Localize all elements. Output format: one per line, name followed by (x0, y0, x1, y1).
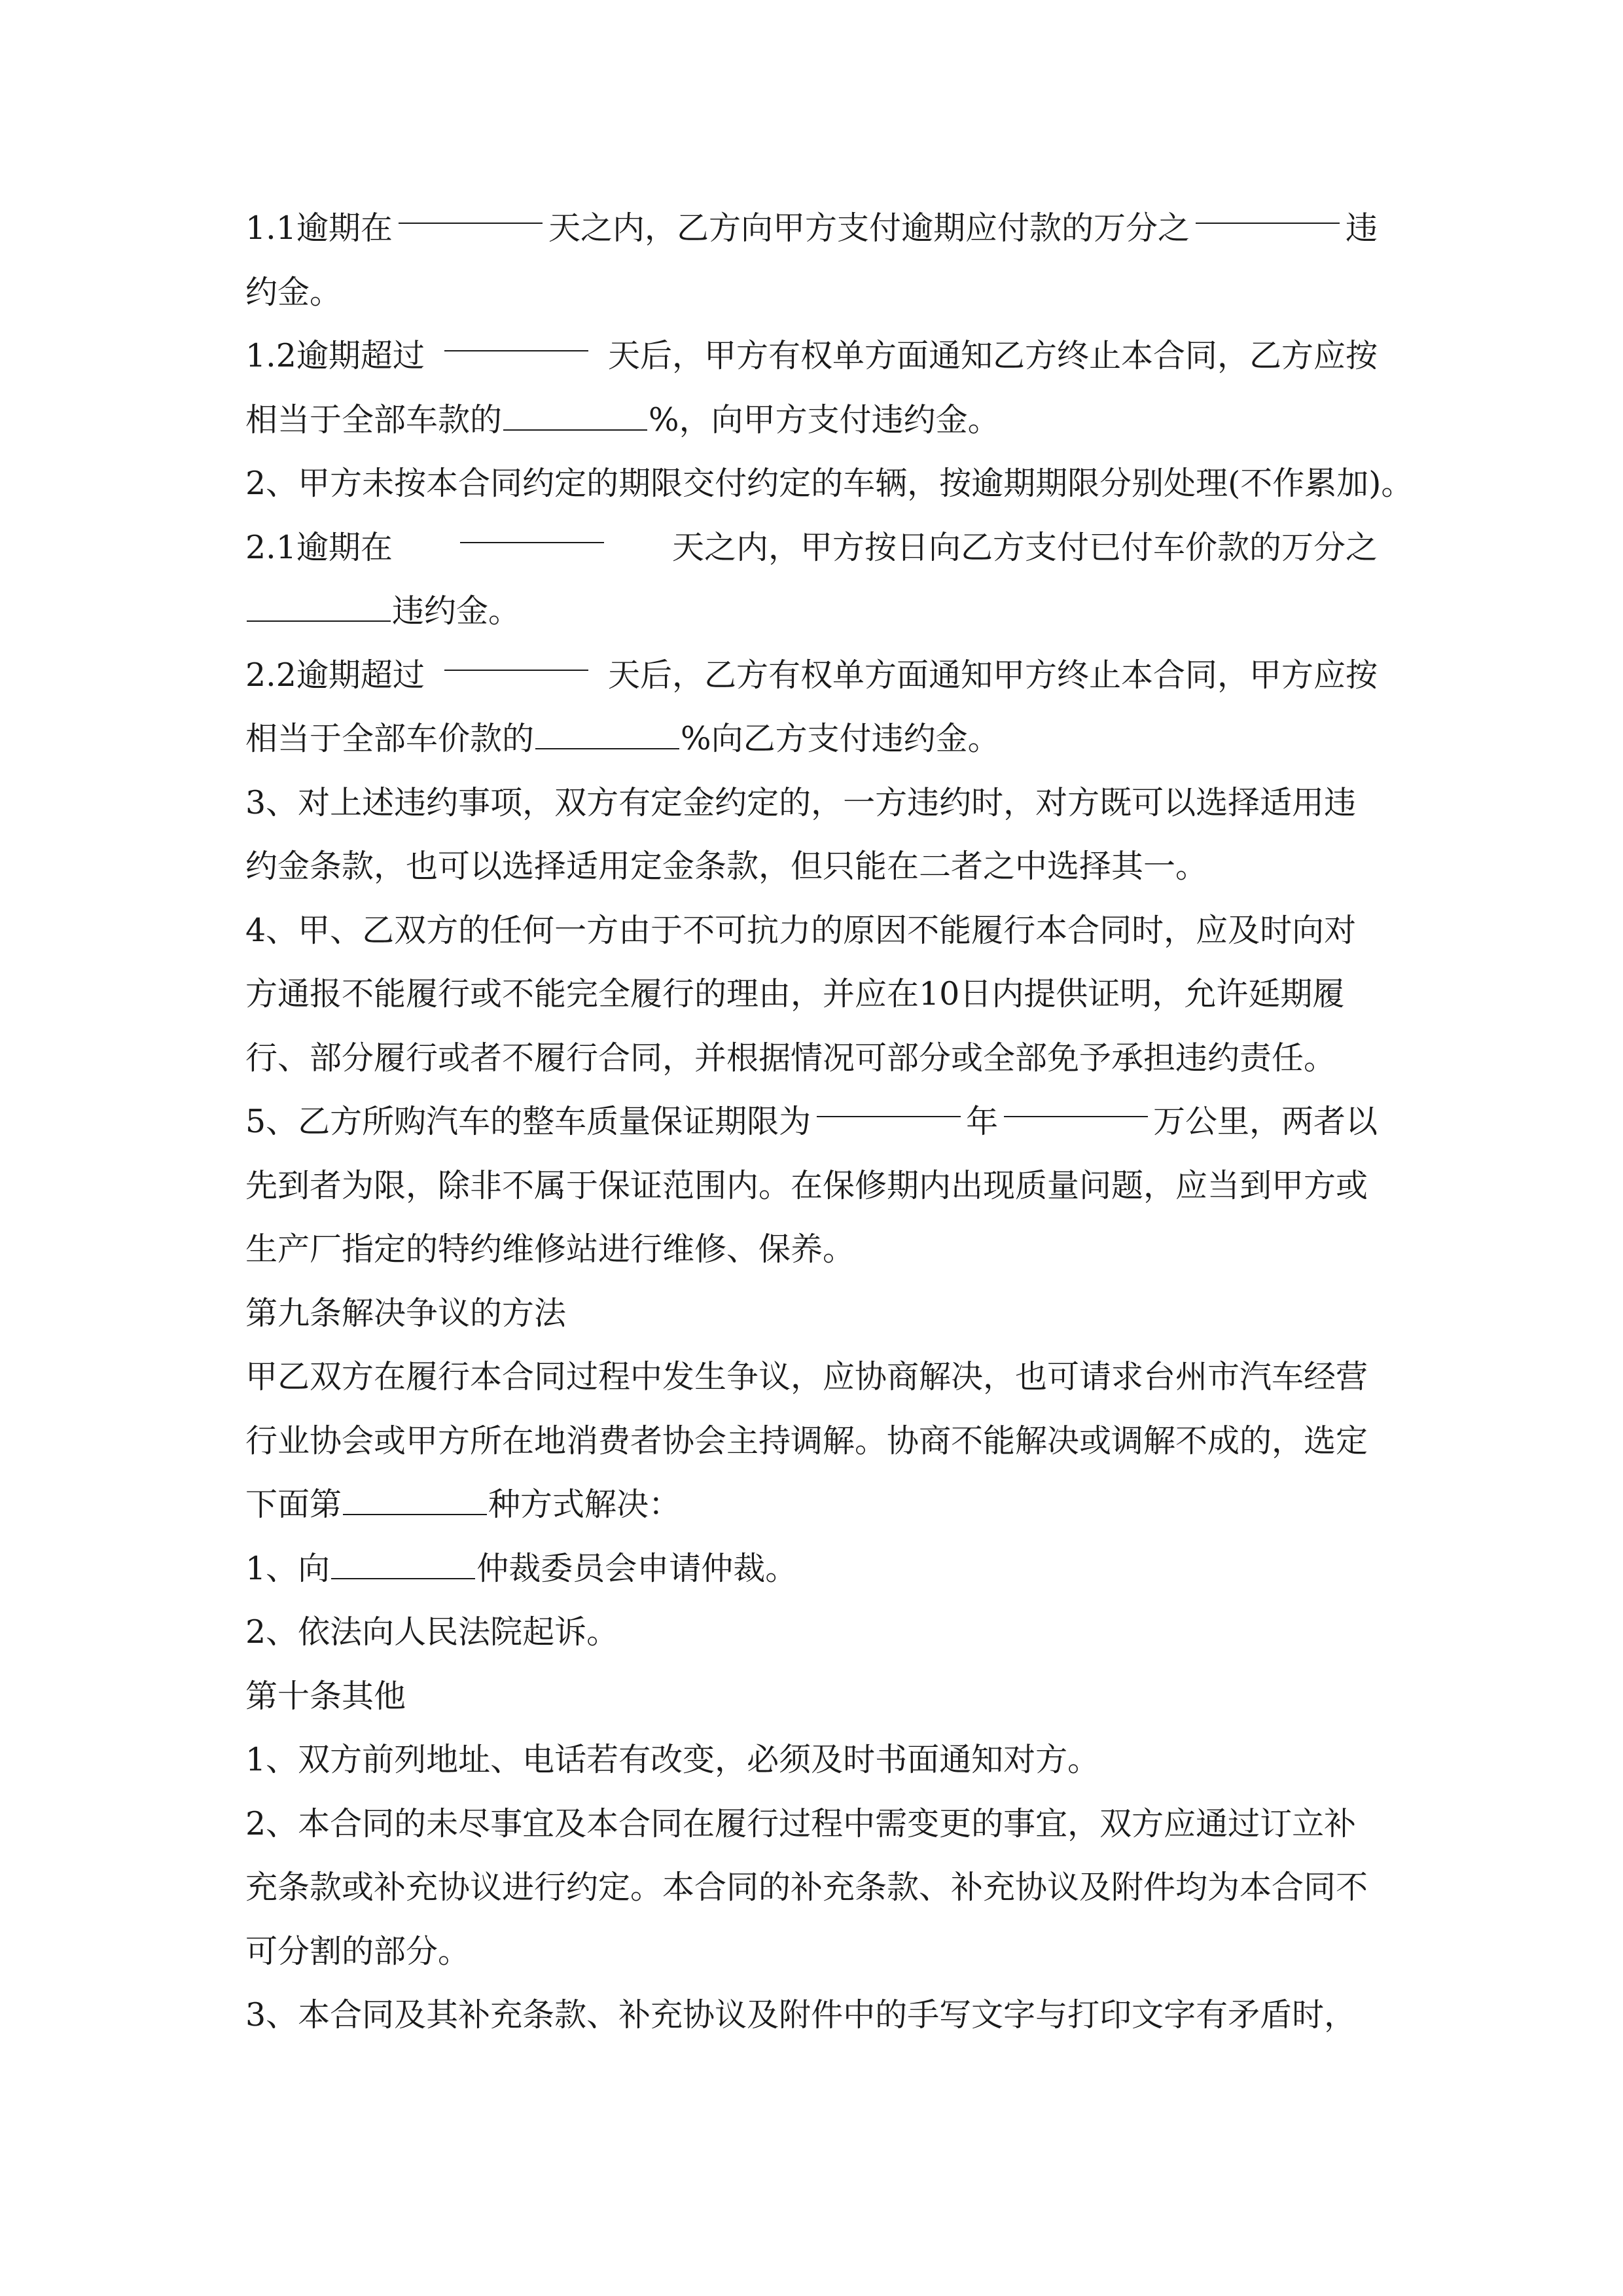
text-segment: 充条款或补充协议进行约定。本合同的补充条款、补充协议及附件均为本合同不 (245, 1869, 1368, 1906)
text-segment: 1、双方前列地址、电话若有改变，必须及时书面通知对方。 (245, 1741, 1100, 1778)
fill-in-blank (343, 1488, 487, 1515)
fill-in-blank (1004, 1090, 1148, 1117)
text-line (245, 1920, 1378, 1984)
fill-in-blank (1196, 196, 1340, 224)
text-segment: 先到者为限，除非不属于保证范围内。在保修期内出现质量问题，应当到甲方或 (245, 1166, 1368, 1204)
text-line (245, 1537, 1378, 1601)
text-segment: 约金条款，也可以选择适用定金条款，但只能在二者之中选择其一。 (245, 848, 1208, 885)
text-line (245, 324, 1378, 388)
text-segment: 违 (1345, 209, 1378, 247)
text-line (245, 962, 1378, 1026)
fill-in-blank (399, 196, 543, 224)
text-segment: 天后，乙方有权单方面通知甲方终止本合同，甲方应按 (607, 656, 1378, 694)
text-line (245, 452, 1414, 516)
text-segment: 2.2逾期超过 (245, 656, 425, 694)
text-segment: %，向甲方支付违约金。 (649, 401, 1000, 439)
text-segment: 3、对上述违约事项，双方有定金约定的，一方违约时，对方既可以选择适用违 (245, 783, 1357, 821)
text-line (245, 1282, 1378, 1346)
fill-in-blank (444, 324, 588, 351)
text-line (245, 1856, 1378, 1920)
fill-in-blank (247, 594, 391, 622)
text-line (245, 388, 1378, 452)
text-line (245, 516, 1378, 580)
text-segment: 1.2逾期超过 (245, 337, 425, 374)
text-line (245, 1345, 1378, 1409)
text-segment: 4、甲、乙双方的任何一方由于不可抗力的原因不能履行本合同时，应及时向对 (245, 911, 1357, 949)
text-line (245, 1409, 1378, 1473)
text-segment: 1.1逾期在 (245, 209, 393, 247)
text-line (245, 899, 1378, 963)
text-line (245, 1600, 1378, 1664)
text-line (245, 1728, 1378, 1792)
text-segment: 2.1逾期在 (245, 528, 393, 566)
fill-in-blank (331, 1552, 475, 1579)
text-line (245, 834, 1378, 899)
text-segment: 种方式解决： (488, 1486, 681, 1523)
text-line (245, 707, 1378, 771)
text-segment: %向乙方支付违约金。 (681, 720, 1000, 757)
fill-in-blank (444, 643, 588, 671)
text-line (245, 643, 1378, 708)
text-segment: 仲裁委员会申请仲裁。 (476, 1549, 798, 1587)
text-segment: 相当于全部车价款的 (245, 720, 535, 757)
fill-in-blank (817, 1090, 961, 1117)
text-segment: 行、部分履行或者不履行合同，并根据情况可部分或全部免予承担违约责任。 (245, 1039, 1336, 1077)
text-segment: 生产厂指定的特约维修站进行维修、保养。 (245, 1230, 855, 1268)
text-segment: 违约金。 (392, 592, 521, 630)
fill-in-blank (535, 722, 679, 749)
text-segment: 第九条解决争议的方法 (245, 1294, 567, 1332)
text-line (245, 1473, 1378, 1537)
text-segment: 2、甲方未按本合同约定的期限交付约定的车辆，按逾期期限分别处理(不作累加)。 (245, 465, 1414, 502)
text-segment: 2、本合同的未尽事宜及本合同在履行过程中需变更的事宜，双方应通过订立补 (245, 1804, 1357, 1842)
text-segment: 甲乙双方在履行本合同过程中发生争议，应协商解决，也可请求台州市汽车经营 (245, 1358, 1368, 1395)
text-segment: 方通报不能履行或不能完全履行的理由，并应在10日内提供证明，允许延期履 (245, 975, 1345, 1013)
fill-in-blank (503, 403, 647, 431)
text-line (245, 260, 1378, 325)
text-segment: 约金。 (245, 273, 342, 311)
text-segment: 1、向 (245, 1549, 330, 1587)
text-segment: 万公里，两者以 (1152, 1103, 1378, 1140)
text-line (245, 196, 1378, 260)
text-segment: 年 (966, 1103, 999, 1140)
text-segment: 天之内，乙方向甲方支付逾期应付款的万分之 (548, 209, 1190, 247)
contract-text-body (245, 196, 1414, 2047)
text-segment: 相当于全部车款的 (245, 401, 503, 439)
text-segment: 天后，甲方有权单方面通知乙方终止本合同，乙方应按 (607, 337, 1378, 374)
text-segment: 可分割的部分。 (245, 1932, 471, 1970)
text-line (245, 1090, 1378, 1154)
text-line (245, 1664, 1378, 1729)
text-segment: 3、本合同及其补充条款、补充协议及附件中的手写文字与打印文字有矛盾时， (245, 1996, 1357, 2034)
text-segment: 天之内，甲方按日向乙方支付已付车价款的万分之 (671, 528, 1378, 566)
text-segment: 第十条其他 (245, 1677, 406, 1715)
text-segment: 行业协会或甲方所在地消费者协会主持调解。协商不能解决或调解不成的，选定 (245, 1422, 1368, 1460)
fill-in-blank (460, 516, 604, 543)
text-line (245, 1217, 1378, 1282)
text-line (245, 1983, 1378, 2047)
text-line (245, 1792, 1378, 1856)
text-segment: 2、依法向人民法院起诉。 (245, 1613, 619, 1651)
text-line (245, 1026, 1378, 1090)
text-line (245, 1154, 1378, 1218)
text-segment: 下面第 (245, 1486, 342, 1523)
text-line (245, 771, 1378, 835)
text-line (245, 579, 1378, 643)
text-segment: 5、乙方所购汽车的整车质量保证期限为 (245, 1103, 812, 1140)
